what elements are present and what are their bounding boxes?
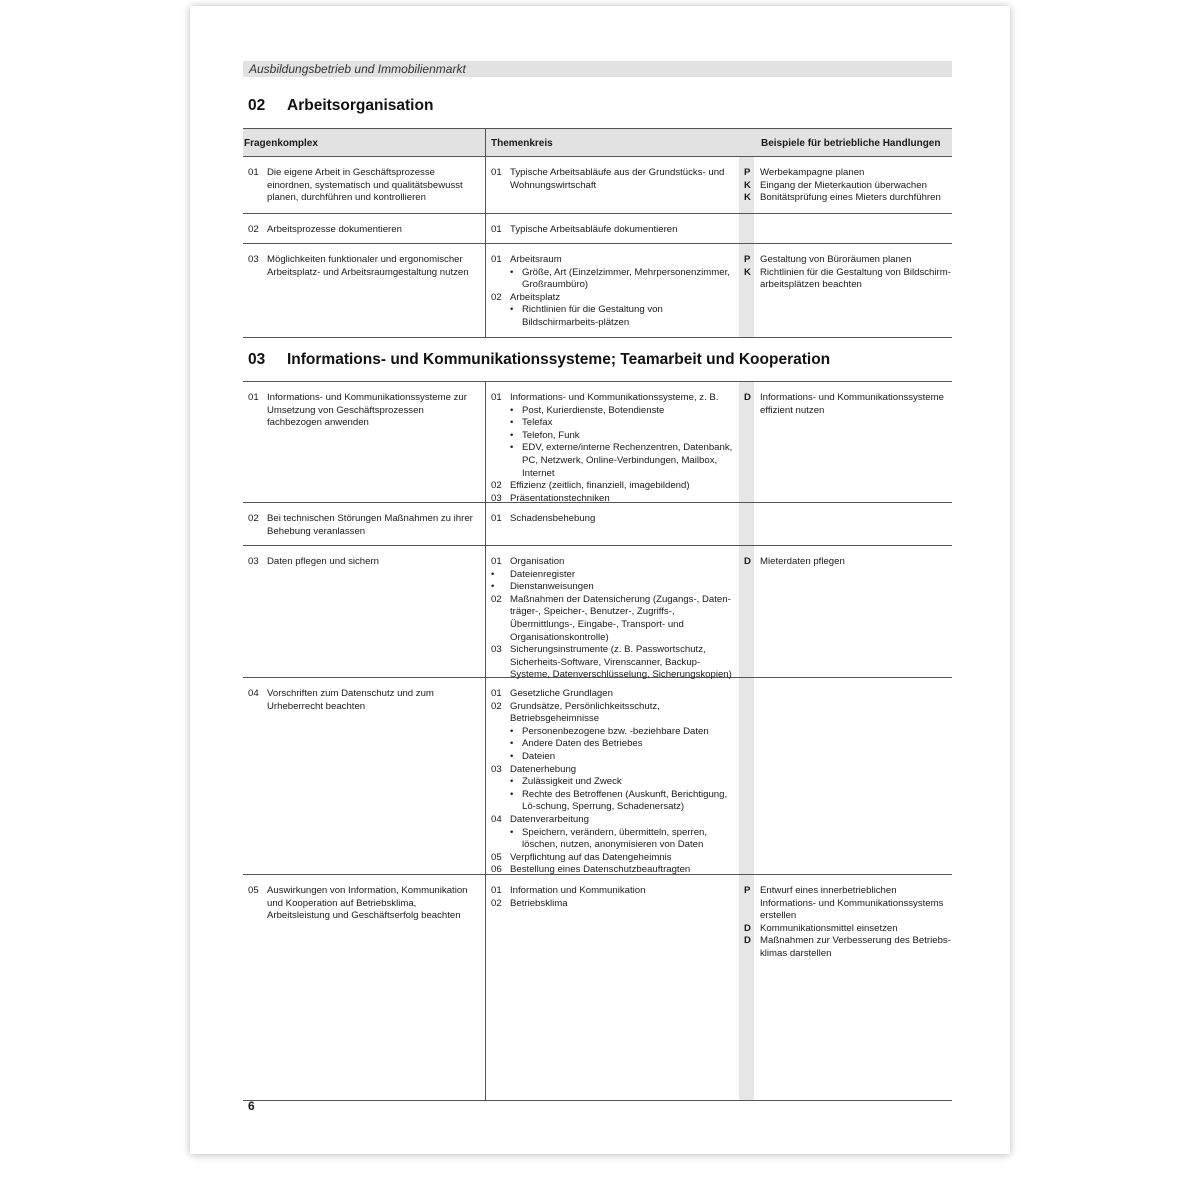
topic-text: Gesetzliche Grundlagen	[510, 688, 613, 699]
bullet-text: Rechte des Betroffenen (Auskunft, Berichtigung, Lö-schung, Sperrung, Schadenersatz)	[522, 788, 728, 813]
topic-text: Arbeitsraum	[510, 254, 562, 265]
themenkreis-cell	[491, 224, 736, 237]
topic-text: Organisation	[510, 556, 565, 567]
topic-item	[491, 764, 736, 777]
beispiele-cell	[744, 254, 954, 292]
bullet-mark: •	[510, 776, 514, 788]
item-text: Daten pflegen und sichern	[267, 556, 380, 567]
topic-number: 01	[491, 224, 502, 235]
section-02-title	[248, 97, 433, 115]
topic-text: Typische Arbeitsabläufe aus der Grundstücks- und Wohnungswirtschaft	[510, 167, 725, 191]
topic-number: 03	[491, 644, 502, 656]
bullet-mark: •	[510, 304, 514, 316]
bullet-text: Telefon, Funk	[522, 429, 580, 441]
table-row	[243, 875, 952, 1101]
topic-item	[491, 814, 736, 827]
themenkreis-cell	[491, 392, 736, 505]
topic-text: Maßnahmen der Datensicherung (Zugangs-, Daten-träger-, Speicher-, Benutzer-, Zugriffs-, Übermittlungs-, Eingabe-, Transport- und Organisationskontrolle)	[510, 593, 731, 643]
action-code: K	[744, 266, 751, 278]
action-code: D	[744, 556, 751, 567]
action-code: K	[744, 192, 751, 204]
topic-item	[491, 480, 736, 493]
topic-text: Sicherungsinstrumente (z. B. Passwortschutz, Sicherheits-Software, Virenscanner, Backup-Systeme, Datenverschlüsselung, Sicherungskopien)	[510, 644, 732, 681]
topic-number: 03	[491, 492, 502, 504]
fragenkomplex-cell	[248, 224, 480, 237]
fragenkomplex-cell	[248, 885, 480, 923]
topic-text: Informations- und Kommunikationssysteme, z. B.	[510, 392, 719, 403]
topic-item	[491, 701, 736, 726]
topic-number: 02	[491, 291, 502, 303]
item-number: 03	[248, 254, 259, 265]
item-number: 01	[248, 392, 259, 403]
bullet-item	[491, 827, 736, 852]
table-row	[243, 157, 952, 214]
bullet-item	[491, 405, 736, 418]
topic-text: Betriebsklima	[510, 897, 568, 909]
topic-text: Typische Arbeitsabläufe dokumentieren	[510, 224, 678, 235]
action-code: D	[744, 922, 751, 934]
topic-item	[491, 167, 736, 192]
bullet-text: Richtlinien für die Gestaltung von Bildschirmarbeits-plätzen	[522, 304, 663, 328]
topic-text: Information und Kommunikation	[510, 885, 646, 896]
action-text: Informations- und Kommunikationssysteme effizient nutzen	[760, 392, 944, 416]
section-number: 03	[248, 351, 266, 368]
topic-number: 02	[491, 700, 502, 712]
bullet-text: EDV, externe/interne Rechenzentren, Datenbank, PC, Netzwerk, Online-Verbindungen, Mailbox, Internet	[522, 442, 733, 479]
bullet-mark: •	[510, 738, 514, 750]
table-row	[243, 244, 952, 338]
action-text: Richtlinien für die Gestaltung von Bildschirm-arbeitsplätzen beachten	[760, 266, 951, 291]
item-number: 02	[248, 224, 259, 235]
action-code: P	[744, 885, 751, 896]
topic-number: •	[491, 568, 495, 580]
action-item	[744, 935, 954, 960]
action-item	[744, 192, 954, 205]
themenkreis-cell	[491, 167, 736, 192]
action-item	[744, 254, 954, 267]
bullet-item	[491, 417, 736, 430]
topic-item	[491, 885, 736, 898]
item-text: Informations- und Kommunikationssysteme zur Umsetzung von Geschäftsprozessen fachbezogen anwenden	[267, 392, 467, 429]
table-row	[243, 678, 952, 875]
beispiele-cell	[744, 167, 954, 205]
beispiele-cell	[744, 392, 954, 417]
topic-text: Bestellung eines Datenschutzbeauftragten	[510, 864, 691, 876]
fragenkomplex-cell	[248, 167, 480, 205]
topic-item	[491, 254, 736, 267]
topic-number: 01	[491, 556, 502, 567]
action-text: Maßnahmen zur Verbesserung des Betriebs-klimas darstellen	[760, 935, 951, 959]
topic-text: Arbeitsplatz	[510, 291, 561, 303]
section-title-text: Arbeitsorganisation	[287, 97, 434, 114]
action-item	[744, 885, 954, 923]
topic-number: 01	[491, 688, 502, 699]
action-item	[744, 267, 954, 292]
page-number: 6	[248, 1099, 255, 1113]
themenkreis-cell	[491, 513, 736, 526]
item-text: Vorschriften zum Datenschutz und zum Urheberrecht beachten	[267, 688, 434, 712]
topic-text: Schadensbehebung	[510, 513, 596, 524]
action-item	[744, 923, 954, 936]
topic-number: 01	[491, 885, 502, 896]
fragenkomplex-cell	[248, 556, 480, 569]
bullet-item	[491, 738, 736, 751]
topic-text: Dateienregister	[510, 568, 576, 580]
item-text: Bei technischen Störungen Maßnahmen zu ihrer Behebung veranlassen	[267, 513, 473, 537]
topic-item	[491, 644, 736, 682]
section-03-title	[248, 351, 830, 369]
topic-number: 03	[491, 763, 502, 775]
action-text: Kommunikationsmittel einsetzen	[760, 922, 898, 934]
beispiele-cell	[744, 556, 954, 569]
bullet-item	[491, 776, 736, 789]
topic-item	[491, 513, 736, 526]
topic-item	[491, 898, 736, 911]
item-text: Auswirkungen von Information, Kommunikation und Kooperation auf Betriebsklima, Arbeitsleistung und Geschäftserfolg beachten	[267, 885, 468, 922]
bullet-item	[491, 267, 736, 292]
topic-number: 02	[491, 593, 502, 605]
bullet-text: Zulässigkeit und Zweck	[522, 776, 622, 788]
table-row	[243, 503, 952, 546]
topic-item	[491, 392, 736, 405]
topic-text: Dienstanweisungen	[510, 581, 594, 593]
item-text: Möglichkeiten funktionaler und ergonomischer Arbeitsplatz- und Arbeitsraumgestaltung nutzen	[267, 254, 469, 278]
action-text: Gestaltung von Büroräumen planen	[760, 254, 912, 265]
beispiele-cell	[744, 885, 954, 961]
topic-number: 04	[491, 813, 502, 825]
bullet-mark: •	[510, 788, 514, 800]
topic-item	[491, 292, 736, 305]
bullet-mark: •	[510, 442, 514, 454]
bullet-item	[491, 442, 736, 480]
topic-text: Verpflichtung auf das Datengeheimnis	[510, 851, 672, 863]
topic-item	[491, 594, 736, 644]
action-text: Mieterdaten pflegen	[760, 556, 845, 567]
topic-item	[491, 852, 736, 865]
section-number: 02	[248, 97, 266, 114]
fragenkomplex-cell	[248, 392, 480, 430]
action-text: Entwurf eines innerbetrieblichen Informations- und Kommunikationssystems erstellen	[760, 885, 944, 922]
topic-item	[491, 688, 736, 701]
table-row	[243, 382, 952, 503]
action-item	[744, 392, 954, 417]
header-themenkreis: Themenkreis	[491, 138, 553, 149]
topic-item	[491, 569, 736, 582]
topic-number: 06	[491, 864, 502, 876]
item-number: 04	[248, 688, 259, 699]
bullet-item	[491, 304, 736, 329]
item-number: 05	[248, 885, 259, 896]
document-page	[190, 6, 1010, 1154]
bullet-item	[491, 430, 736, 443]
topic-item	[491, 581, 736, 594]
bullet-item	[491, 789, 736, 814]
bullet-item	[491, 751, 736, 764]
bullet-mark: •	[510, 404, 514, 416]
topic-number: 01	[491, 513, 502, 524]
topic-number: 02	[491, 480, 502, 492]
action-item	[744, 180, 954, 193]
themenkreis-cell	[491, 254, 736, 330]
bullet-mark: •	[510, 826, 514, 838]
themenkreis-cell	[491, 885, 736, 910]
header-beispiele: Beispiele für betriebliche Handlungen	[761, 138, 941, 149]
bullet-text: Speichern, verändern, übermitteln, sperren, löschen, nutzen, anonymisieren von Daten	[522, 826, 708, 851]
topic-number: 02	[491, 897, 502, 909]
action-item	[744, 167, 954, 180]
bullet-item	[491, 726, 736, 739]
topic-text: Grundsätze, Persönlichkeitsschutz, Betriebsgeheimnisse	[510, 700, 660, 725]
action-code: P	[744, 167, 751, 178]
bullet-mark: •	[510, 750, 514, 762]
item-text: Die eigene Arbeit in Geschäftsprozesse einordnen, systematisch und qualitätsbewusst planen, durchführen und kontrollieren	[267, 167, 463, 204]
topic-number: 01	[491, 392, 502, 403]
action-text: Eingang der Mieterkaution überwachen	[760, 179, 927, 191]
bullet-text: Größe, Art (Einzelzimmer, Mehrpersonenzimmer, Großraumbüro)	[522, 266, 730, 291]
bullet-text: Post, Kurierdienste, Botendienste	[522, 404, 665, 416]
topic-item	[491, 224, 736, 237]
topic-text: Datenerhebung	[510, 763, 577, 775]
bullet-mark: •	[510, 429, 514, 441]
action-text: Bonitätsprüfung eines Mieters durchführen	[760, 192, 941, 204]
action-code: K	[744, 179, 751, 191]
bullet-text: Dateien	[522, 750, 556, 762]
table-header	[243, 128, 952, 157]
fragenkomplex-cell	[248, 513, 480, 538]
topic-text: Datenverarbeitung	[510, 813, 589, 825]
action-code: D	[744, 935, 751, 947]
action-code: P	[744, 254, 751, 265]
topic-number: •	[491, 581, 495, 593]
bullet-mark: •	[510, 725, 514, 737]
topic-text: Effizienz (zeitlich, finanziell, imagebildend)	[510, 480, 690, 492]
bullet-text: Personenbezogene bzw. -beziehbare Daten	[522, 725, 709, 737]
item-text: Arbeitsprozesse dokumentieren	[267, 224, 402, 235]
fragenkomplex-cell	[248, 688, 480, 713]
item-number: 02	[248, 513, 259, 524]
table-row	[243, 546, 952, 681]
themenkreis-cell	[491, 688, 736, 877]
themenkreis-cell	[491, 556, 736, 682]
action-text: Werbekampagne planen	[760, 167, 865, 178]
topic-text: Präsentationstechniken	[510, 492, 610, 504]
action-item	[744, 556, 954, 569]
running-head: Ausbildungsbetrieb und Immobilienmarkt	[243, 61, 952, 77]
topic-item	[491, 556, 736, 569]
table-row	[243, 214, 952, 244]
bullet-text: Andere Daten des Betriebes	[522, 738, 643, 750]
section-title-text: Informations- und Kommunikationssysteme; Teamarbeit und Kooperation	[287, 351, 831, 368]
bullet-mark: •	[510, 417, 514, 429]
bullet-mark: •	[510, 266, 514, 278]
header-fragenkomplex: Fragenkomplex	[244, 138, 318, 149]
topic-number: 05	[491, 851, 502, 863]
item-number: 03	[248, 556, 259, 567]
item-number: 01	[248, 167, 259, 178]
topic-number: 01	[491, 167, 502, 178]
bullet-text: Telefax	[522, 417, 553, 429]
topic-number: 01	[491, 254, 502, 265]
action-code: D	[744, 392, 751, 403]
fragenkomplex-cell	[248, 254, 480, 279]
